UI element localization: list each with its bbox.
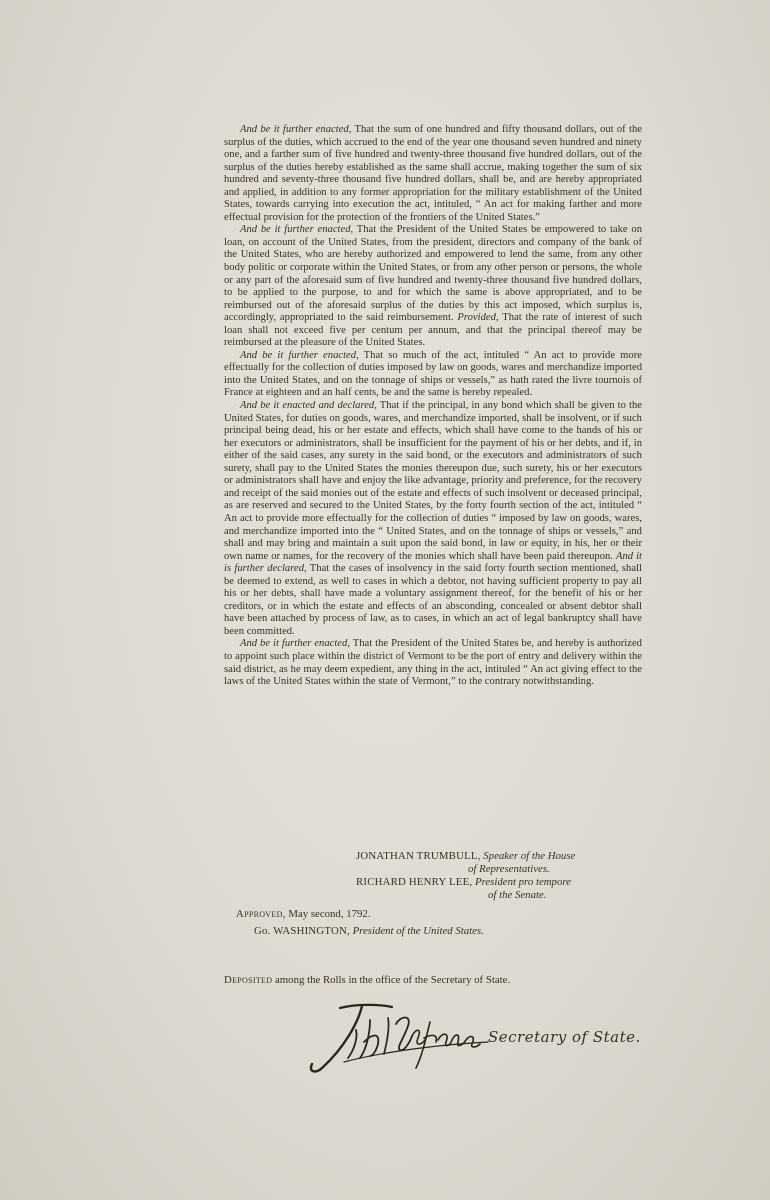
paragraph-body: That the President of the United States be empowered to take on loan, on account of the United States, from the president, directors and company of the bank of the United States, who are hereby authorized and empowered to lend the same, from any other body politic or corporate within the United States, or from any other person or persons, the whole or any part of the aforesaid sum of five hundred and twenty-three thousand five hundred dollars, to be applied to the purpose, to and for which the same is above appropriated, and to be reimbursed out of the aforesaid surplus of the duties by this act imposed, which surplus is, accordingly, appropriated to the said reimbursement. [224,224,642,324]
president-name: RICHARD HENRY LEE, [356,876,473,888]
paragraph-2 [224,224,642,349]
paragraph-body: That the President of the United States be, and hereby is authorized to appoint such place within the district of Vermont to be the port of entry and delivery within the said district, as he may deem expedient, any thing in the act, intituled “ An act giving effect to the laws of the United States within the state of Vermont,” to the contrary notwithstanding. [224,638,642,688]
approval-line [224,908,644,921]
approved-date: May second, 1792. [285,908,371,920]
president-title: President pro tempore [474,876,571,888]
speaker-title-line [224,863,644,876]
paragraph-lead: And be it enacted and declared, [240,400,377,412]
paragraph-lead: And be it further enacted, [240,349,359,361]
deposit-line [224,974,644,987]
president-title-continued: of the Senate. [488,889,547,901]
speaker-title: Speaker of the House [483,850,576,862]
paragraph-1 [224,124,642,224]
deposited-word: Deposited [224,974,273,986]
paragraph-lead: And be it further enacted, [240,124,352,135]
paragraph-5 [224,638,642,688]
signature-icon [300,998,500,1076]
speaker-name: JONATHAN TRUMBULL, [356,850,481,862]
president-line [224,876,644,889]
washington-name: Go. WASHINGTON, [254,925,350,937]
speaker-line [224,850,644,863]
washington-title: President of the United States. [352,925,484,937]
deposited-text: among the Rolls in the office of the Secretary of State. [272,974,511,986]
paragraph-lead: And be it further enacted, [240,638,350,650]
president-title-line [224,889,644,902]
paragraph-proviso: Provided, [457,312,499,324]
paragraph-lead: And be it further enacted, [240,224,354,236]
paragraph-3 [224,350,642,400]
paragraph-body-continued: That the cases of insolvency in the said forty fourth section mentioned, shall be deemed to extend, as well to cases in which a debtor, not having sufficient property to pay all his or her debts, shall have made a voluntary assignment thereof, for the benefit of his or her creditors, or in which the estate and effects of an absconding, concealed or absent debtor shall have been attached by process of law, as to cases, in which an act of legal bankruptcy shall have been committed. [224,563,642,637]
secretary-title: Secretary of State. [488,1028,641,1046]
speaker-title-continued: of Representatives. [468,863,550,875]
act-text [224,124,642,689]
approved-word: Approved, [236,908,286,920]
paragraph-body: That so much of the act, intituled “ An act to provide more effectually for the collection of duties imposed by law on goods, wares and merchandize imported into the United States, and on the tonnage of ships or vessels,” as hath rated the livre tournois of France at eighteen and an half cents, be and the same is hereby repealed. [224,349,642,399]
washington-line [224,925,644,938]
paragraph-proviso: And it is further declared, [224,550,642,575]
paragraph-body: That if the principal, in any bond which shall be given to the United States, for duties on goods, wares, and merchandize imported, shall be insolvent, or if such principal being dead, his or her estate and effects, which shall have come to the hands of his or her executors or administrators, shall be insufficient for the payment of his or her debts, and if, in either of the said cases, any surety in the said bond, or the executors and administrators of such surety, shall pay to the United States the monies thereupon due, such surety, his or her executors or administrators shall have and enjoy the like advantage, priority and preference, for the recovery and receipt of the said monies out of the estate and effects of such insolvent or deceased principal, as are reserved and secured to the United States, by the forty fourth section of the act, intituled “ An act to provide more effectually for the collection of duties “ imposed by law on goods, wares, and merchandize imported into the “ United States, and on the tonnage of ships or vessels,” and shall and may bring and maintain a suit upon the said bond, in law or equity, in his, her or their own name or names, for the recovery of the monies which shall have been paid thereupon. [224,400,642,562]
paragraph-4 [224,400,642,638]
paragraph-body: That the sum of one hundred and fifty thousand dollars, out of the surplus of the duties, which accrued to the end of the year one thousand seven hundred and ninety one, and a farther sum of five hundred and twenty-three thousand five hundred dollars, out of the surplus of the duties hereby established as the same shall accrue, making together the sum of six hundred and seventy-three thousand five hundred dollars, shall be, and are hereby appropriated and applied, in addition to any former appropriation for the military establishment of the United States, towards carrying into execution the act, intituled, “ An act for making farther and more effectual provision for the protection of the frontiers of the United States.” [224,124,642,223]
jefferson-signature [300,998,500,1076]
signatories [224,850,644,938]
paragraph-body-continued: That the rate of interest of such loan shall not exceed five per centum per annum, and that the principal thereof may be reimbursed at the pleasure of the United States. [224,312,643,349]
